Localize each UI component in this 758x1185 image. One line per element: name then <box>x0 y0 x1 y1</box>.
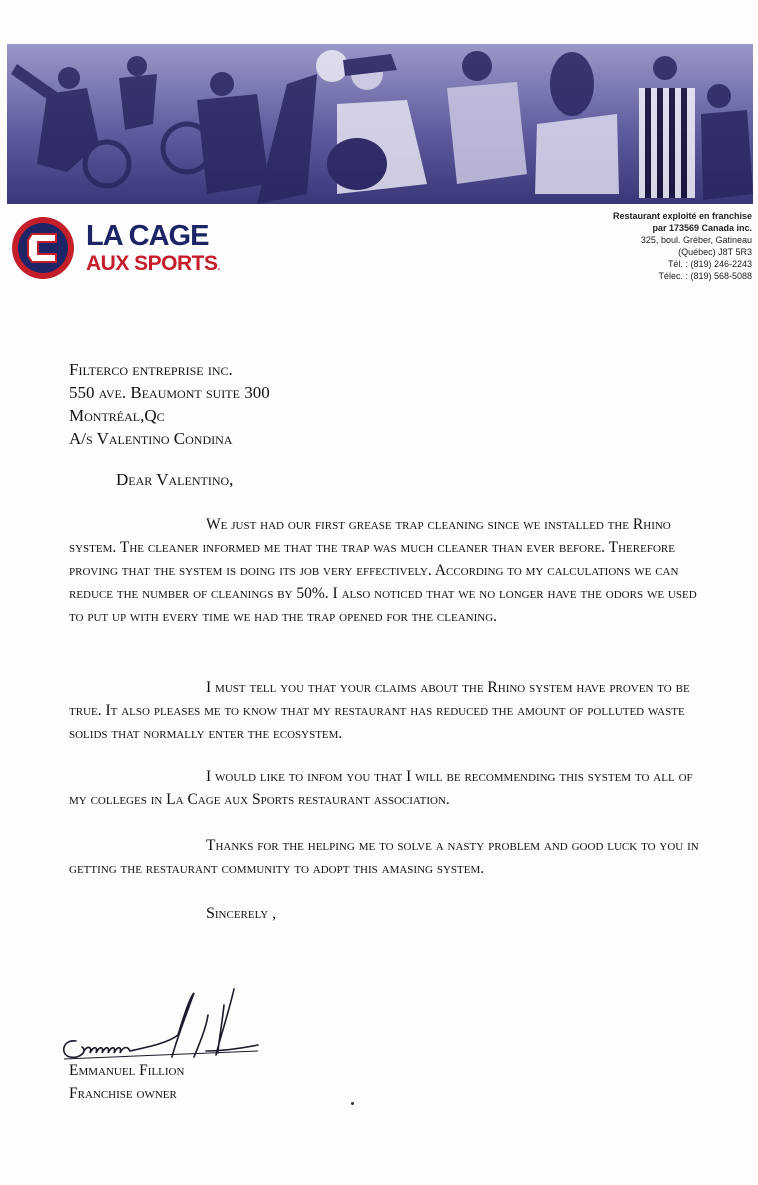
closing: Sincerely , <box>206 905 277 922</box>
signature-image <box>58 985 268 1065</box>
recipient-city: Montréal,Qc <box>69 406 165 425</box>
brand-name-line2-text: AUX SPORTS <box>86 252 218 275</box>
ink-speck <box>351 1102 354 1105</box>
signer-name: Emmanuel Fillion <box>69 1062 185 1079</box>
brand-name-line2 <box>86 253 220 279</box>
franchise-info-block <box>532 210 752 282</box>
recipient-attention: A/s Valentino Condina <box>69 429 233 448</box>
franchise-line2: par 173569 Canada inc. <box>652 223 752 233</box>
body-paragraph: I would like to infom you that I will be recommending this system to all of my colleges in La Cage aux Sports restaurant association. <box>69 768 693 808</box>
salutation: Dear Valentino, <box>116 470 234 489</box>
body-paragraph: Thanks for the helping me to solve a nasty problem and good luck to you in getting the restaurant community to adopt this amasing system. <box>69 837 699 877</box>
sports-photo-banner <box>7 44 753 204</box>
body-paragraph: We just had our first grease trap cleaning since we installed the Rhino system. The cleaner informed me that the trap was much cleaner than ever before. Therefore proving that the system is doing its job very effectively. According to my calculations we can reduce the number of cleanings by 50%. I also noticed that we no longer have the odors we used to put up with every time we had the trap opened for the cleaning. <box>69 516 697 625</box>
logo-inner-ring <box>18 223 68 273</box>
brand-name-line1: LA CAGE <box>86 220 209 252</box>
athletes-silhouettes <box>7 44 753 204</box>
franchise-fax: Télec. : (819) 568-5088 <box>658 271 752 281</box>
brand-trademark: . <box>217 262 220 273</box>
signer-title: Franchise owner <box>69 1085 177 1102</box>
recipient-company: Filterco entreprise inc. <box>69 360 233 379</box>
franchise-line3: 325, boul. Gréber, Gatineau <box>640 235 752 245</box>
franchise-line1: Restaurant exploité en franchise <box>612 211 752 221</box>
recipient-street: 550 ave. Beaumont suite 300 <box>69 383 270 402</box>
body-paragraph: I must tell you that your claims about the Rhino system have proven to be true. It also pleases me to know that my restaurant has reduced the amount of polluted waste solids that normally enter the ecosystem. <box>69 679 690 742</box>
franchise-phone: Tél. : (819) 246-2243 <box>667 259 752 269</box>
franchise-line4: (Québec) J8T 5R3 <box>678 247 752 257</box>
recipient-address <box>69 358 270 450</box>
